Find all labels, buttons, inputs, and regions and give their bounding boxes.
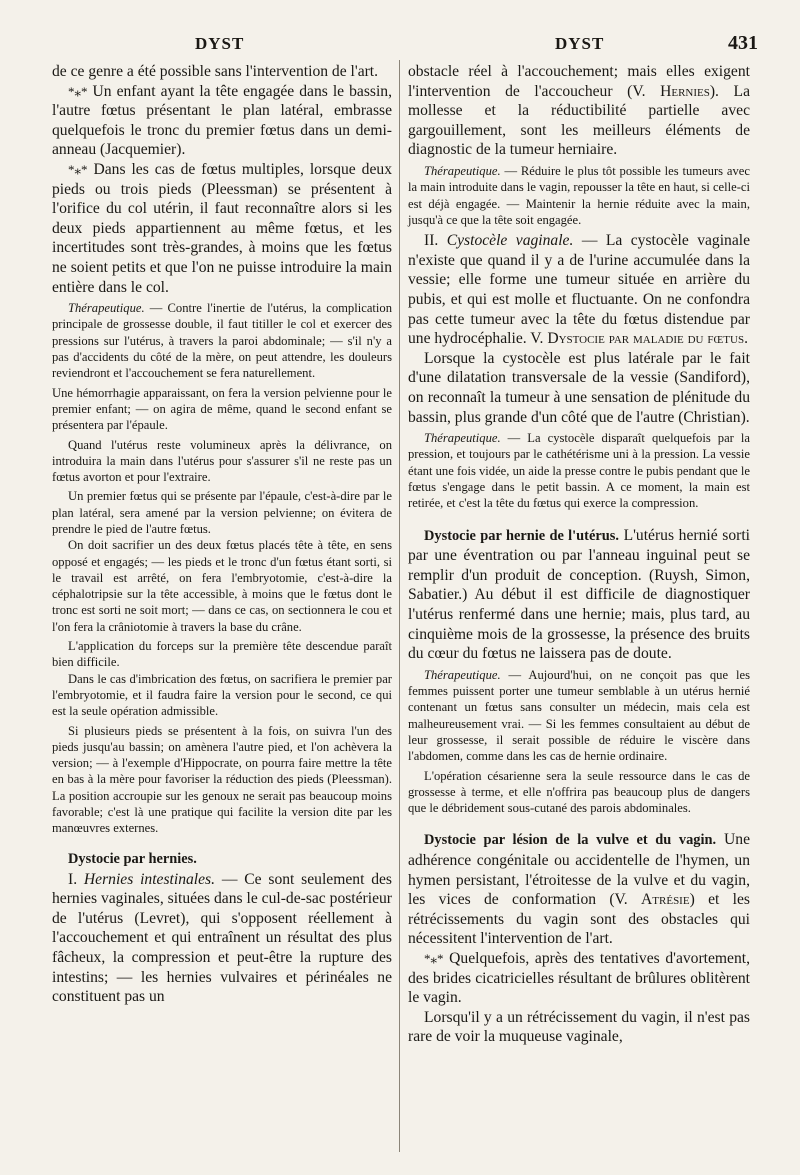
note-label: Thérapeutique. [424,431,501,446]
paragraph-text: . [744,330,748,348]
asterism-mark: *⁎* [424,950,444,966]
column-divider [399,60,400,1152]
section-heading: Dystocie par lésion de la vulve et du vagin. [424,832,717,849]
section-heading: Dystocie par hernies. [68,850,197,867]
paragraph: de ce genre a été possible sans l'intervention de l'art. [52,63,379,80]
small-paragraph: Un premier fœtus qui se présente par l'épaule, c'est-à-dire par le plan latéral, sera amené par la version pelvienne; on évitera de prendre le pied de l'autre fœtus. [52,489,392,536]
therapeutic-note [408,430,750,511]
paragraph-text: ) et les rétrécissements du vagin sont des obstacles qui nécessitent l'intervention de l'art. [408,891,750,948]
small-paragraph: L'application du forceps sur la première tête descendue paraît bien difficile. [52,639,392,670]
cross-reference: Atrésie [641,891,690,909]
note-text: — La cystocèle disparaît quelquefois par la pression, et toujours par le cathétérisme uni à la pression. La vessie étant une fois vidée, un aide la presse contre le pubis pendant que le fœtus s'engage dans le petit bassin. A ce moment, la main est retirée, et c'est la tête du fœtus qui exerce la compression. [408,431,751,511]
asterism-mark: *⁎* [68,83,88,99]
paragraph-text: Une adhérence congénitale ou accidentelle de l'hymen, un hymen persistant, l'étroitesse de la vulve et du vagin, les vices de conformation (V. [408,831,750,909]
paragraph-text: obstacle réel à l'accouchement; mais elles exigent l'intervention de l'accoucheur (V. [408,63,750,100]
running-head-right: DYST [555,34,605,53]
paragraph-text: Un enfant ayant la tête engagée dans le bassin, l'autre fœtus présentant le plan latéral, embrasse quelquefois le tronc du premier fœtus dans un demi-anneau (Jacquemier). [52,82,392,159]
paragraph-text: — La cystocèle vaginale n'existe que quand il y a de l'urine accumulée dans la vessie; elle forme une tumeur située en arrière du pubis, et qui est molle et fluctuante. On ne confondra pas cette tumeur avec la tête du fœtus distendue par une hydrocéphalie. V. [408,232,751,348]
note-text: — Réduire le plus tôt possible les tumeurs avec la main introduite dans le vagin, repousser la tête en haut, si celle-ci est déjà engagée. — Maintenir la hernie réduite avec la main, jusqu'à ce que la tête soit engagée. [408,163,751,227]
section-number: II. [424,232,447,250]
small-paragraph: L'opération césarienne sera la seule ressource dans le cas de grossesse à terme, et elle n'offrira pas beaucoup plus de dangers que le débridement sous-cutané des parois abdominales. [408,768,750,816]
therapeutic-note [408,667,750,765]
therapeutic-note [408,163,750,228]
small-paragraph: Dans le cas d'imbrication des fœtus, on sacrifiera le premier par l'embryotomie, et il faudra faire la version pour le second, ce qui est la seule opération admissible. [52,671,392,719]
small-paragraph: Une hémorrhagie apparaissant, on fera la version pelvienne pour le premier enfant; — on agira de même, quand le second enfant se présentera par l'épaule. [52,385,392,433]
note-label: Thérapeutique. [68,301,145,316]
small-paragraph: Quand l'utérus reste volumineux après la délivrance, on introduira la main dans l'utérus pour s'assurer s'il ne reste pas un fœtus avorton et pour l'extraire. [52,437,392,485]
paragraph-text: ). La mollesse et la réductibilité partielle avec gargouillement, sont les meilleurs éléments de diagnostic de la tumeur herniaire. [408,82,750,159]
page-number: 431 [728,32,758,54]
paragraph-text: Quelquefois, après des tentatives d'avortement, des brides cicatricielles résultant de brûlures oblitèrent le vagin. [408,949,750,1007]
paragraph: Lorsqu'il y a un rétrécissement du vagin, il n'est pas rare de voir la muqueuse vaginale, [408,1008,750,1046]
left-column [52,62,392,1007]
paragraph-text: L'utérus hernié sorti par une éventration ou par l'anneau inguinal peut se remplir d'un produit de conception. (Ruysh, Simon, Sabatier.) Au début il est difficile de diagnostiquer l'utérus renfermé dans une hernie; mais, plus tard, au cinquième mois de la grossesse, la présence des bruits du cœur du fœtus ne laissera pas de doute. [408,526,750,663]
subsection-title: Cystocèle vaginale. [446,232,574,250]
paragraph [408,62,750,160]
note-text: — Aujourd'hui, on ne conçoit pas que les femmes puissent porter une tumeur semblable à un utérus hernié contenant un fœtus sans consulter un médecin, mais cela est malheureusement vrai. — Si les femmes consultaient au début de leur grossesse, il serait possible de réduire le viscère dans l'abdomen, comme dans les cas de hernie ordinaire. [408,667,750,764]
paragraph-text: Dans les cas de fœtus multiples, lorsque deux pieds ou trois pieds (Pleessman) se présentent à l'orifice du col utérin, il faut reconnaître alors si les deux pieds appartiennent au même fœtus, et les incertitudes sont très-grandes, à moins que les fœtus ne soient petits et que l'on ne puisse introduire la main entière dans le col. [52,160,392,296]
paragraph [408,231,750,349]
cross-reference: Dystocie par maladie du fœtus [547,330,745,348]
small-paragraph: On doit sacrifier un des deux fœtus placés tête à tête, en sens opposé et engagés; — les pieds et le tronc d'un fœtus étant sorti, si le travail est arrêté, on fera l'embryotomie, c'est-à-dire la céphalotripsie sur la tête accessible, à moins que le fœtus dont le tronc est sorti ne soit mort; — dans ce cas, on sectionnera le cou et l'on fera la crâniotomie à travers la base du crâne. [52,538,392,634]
paragraph: Lorsque la cystocèle est plus latérale par le fait d'une dilatation transversale de la vessie (Sandiford), on reconnaît la tumeur à une sensation de plénitude du bassin, plus grande d'un côté que de l'autre (Christian). [408,349,750,426]
cross-reference: Hernies [660,82,710,100]
note-label: Thérapeutique. [424,163,501,178]
subsection-title: Hernies intestinales. [83,870,216,888]
section-heading: Dystocie par hernie de l'utérus. [424,527,619,544]
right-column [408,62,750,1047]
paragraph [408,526,750,664]
note-text: — Contre l'inertie de l'utérus, la complication principale de grossesse double, il faut titiller le col et exercer des pressions sur l'utérus, à travers la paroi abdominale; — s'il n'y a pas d'accidents du côté de la mère, on peut attendre, les douleurs reviendront et l'accouchement se fera naturellement. [52,301,392,381]
asterism-mark: *⁎* [68,161,88,177]
paragraph [408,949,750,1008]
paragraph [52,870,392,1007]
paragraph [52,82,392,160]
section-number: I. [68,870,84,888]
small-paragraph: Si plusieurs pieds se présentent à la fois, on suivra l'un des pieds jusqu'au bassin; on amènera l'autre pied, et l'on achèvera la version; — à l'exemple d'Hippocrate, on pourra faire mettre la tête en bas à la mère pour favoriser la réduction des pieds (Pleessman). La position accroupie sur les genoux ne serait pas beaucoup moins favorable; c'est là une pratique qui facilite la version dite par les manœuvres externes. [52,723,392,836]
paragraph [408,830,750,949]
paragraph [52,160,392,297]
running-head-left: DYST [195,34,245,53]
note-label: Thérapeutique. [424,667,501,682]
therapeutic-note [52,300,392,381]
paragraph-text: — Ce sont seulement des hernies vaginales, situées dans le cul-de-sac postérieur de l'utérus (Levret), qui s'opposent réellement à l'accouchement et qui entraînent un résultat des plus fâcheux, la compression et peut-être la rupture des intestins; — les hernies vulvaires et périnéales ne constituent pas un [52,870,392,1006]
